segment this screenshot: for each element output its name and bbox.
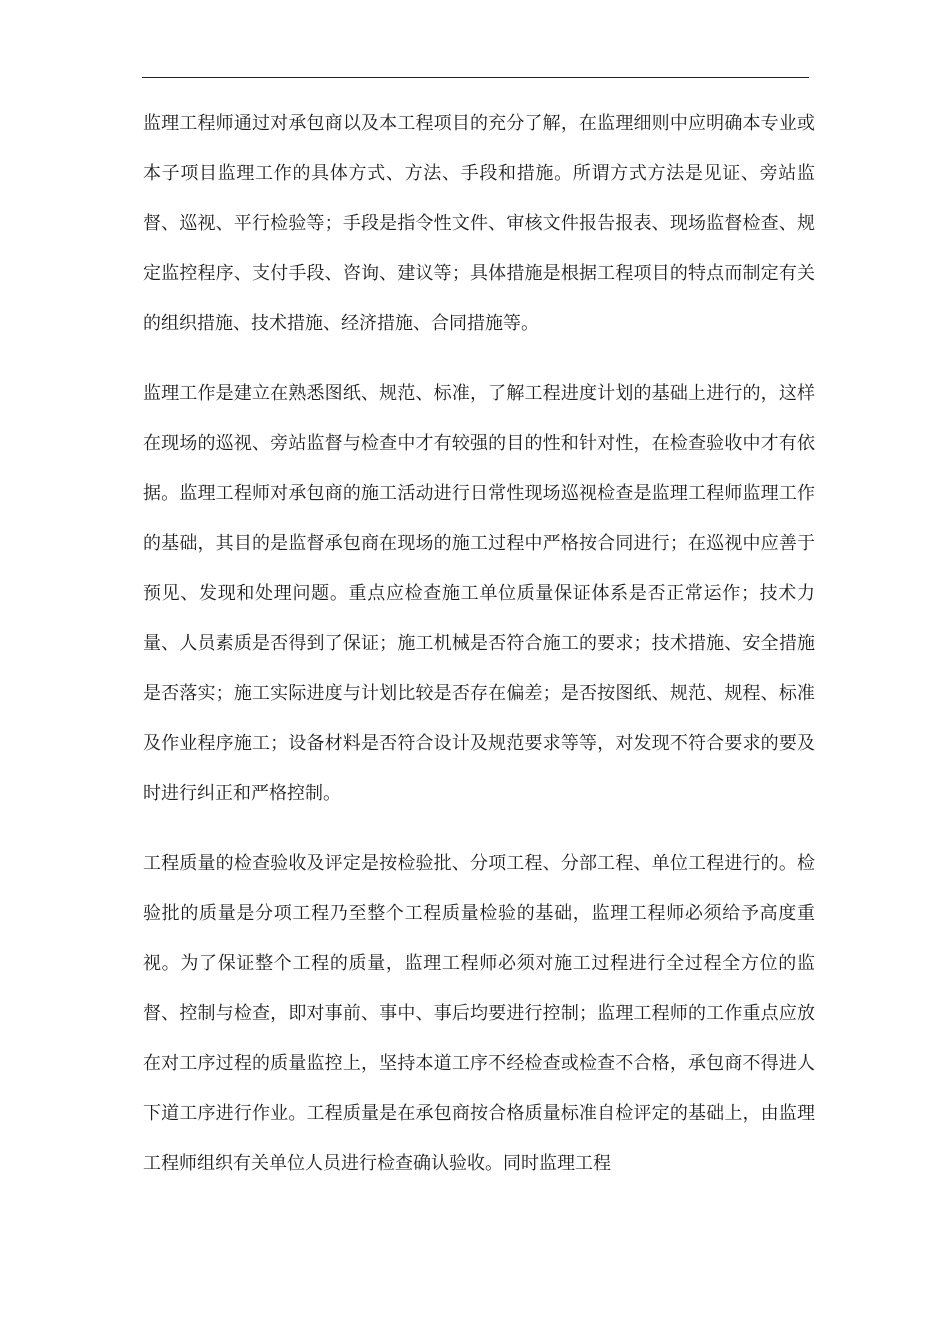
paragraph-2: 监理工作是建立在熟悉图纸、规范、标准，了解工程进度计划的基础上进行的，这样在现场的巡视、旁站监督与检查中才有较强的目的性和针对性，在检查验收中才有依据。监理工程师对承包商的施工活动进行日常性现场巡视检查是监理工程师监理工作的基础，其目的是监督承包商在现场的施工过程中严格按合同进行；在巡视中应善于预见、发现和处理问题。重点应检查施工单位质量保证体系是否正常运作；技术力量、人员素质是否得到了保证；施工机械是否符合施工的要求；技术措施、安全措施是否落实；施工实际进度与计划比较是否存在偏差；是否按图纸、规范、规程、标准及作业程序施工；设备材料是否符合设计及规范要求等等，对发现不符合要求的要及时进行纠正和严格控制。 — [143, 383, 815, 804]
paragraph-1: 监理工程师通过对承包商以及本工程项目的充分了解，在监理细则中应明确本专业或本子项目监理工作的具体方式、方法、手段和措施。所谓方式方法是见证、旁站监督、巡视、平行检验等；手段是指令性文件、审核文件报告报表、现场监督检查、规定监控程序、支付手段、咨询、建议等；具体措施是根据工程项目的特点而制定有关的组织措施、技术措施、经济措施、合同措施等。 — [143, 113, 815, 334]
header-rule — [142, 77, 809, 78]
body-text — [143, 99, 815, 1189]
paragraph-3: 工程质量的检查验收及评定是按检验批、分项工程、分部工程、单位工程进行的。检验批的质量是分项工程乃至整个工程质量检验的基础，监理工程师必须给予高度重视。为了保证整个工程的质量，监理工程师必须对施工过程进行全过程全方位的监督、控制与检查，即对事前、事中、事后均要进行控制；监理工程师的工作重点应放在对工序过程的质量监控上，坚持本道工序不经检查或检查不合格，承包商不得进人下道工序进行作业。工程质量是在承包商按合格质量标准自检评定的基础上，由监理工程师组织有关单位人员进行检查确认验收。同时监理工程 — [143, 853, 815, 1174]
